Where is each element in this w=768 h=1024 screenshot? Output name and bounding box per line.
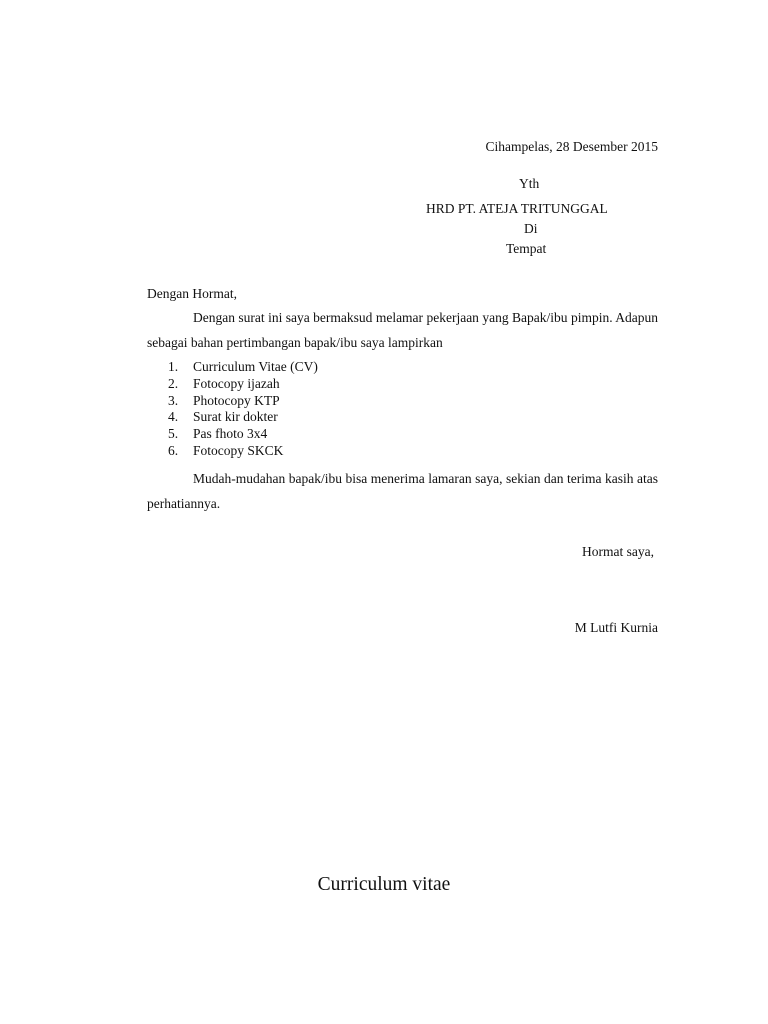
list-item <box>147 409 318 426</box>
list-item-text: Fotocopy ijazah <box>193 375 280 391</box>
opening-paragraph: Dengan surat ini saya bermaksud melamar pekerjaan yang Bapak/ibu pimpin. Adapun sebagai bahan pertimbangan bapak/ibu saya lampirkan <box>147 310 658 350</box>
closing-paragraph: Mudah-mudahan bapak/ibu bisa menerima lamaran saya, sekian dan terima kasih atas perhatiannya. <box>147 471 658 511</box>
list-item-number: 1. <box>168 359 179 374</box>
addressee-yth: Yth <box>519 176 540 191</box>
place-date: Cihampelas, 28 Desember 2015 <box>485 139 658 154</box>
list-item-number: 4. <box>168 409 179 425</box>
list-item-number: 3. <box>168 392 179 408</box>
list-item-number: 5. <box>168 426 179 442</box>
closing-phrase: Hormat saya, <box>582 544 654 559</box>
list-item-text: Curriculum Vitae (CV) <box>193 359 318 374</box>
list-item <box>147 443 318 460</box>
list-item-text: Pas fhoto 3x4 <box>193 426 268 442</box>
salutation: Dengan Hormat, <box>147 286 237 301</box>
list-item-text: Fotocopy SKCK <box>193 442 284 458</box>
cv-heading: Curriculum vitae <box>317 874 451 895</box>
list-item <box>147 426 318 443</box>
addressee-recipient: HRD PT. ATEJA TRITUNGGAL <box>426 201 608 216</box>
list-item-text: Photocopy KTP <box>193 392 280 408</box>
list-item <box>147 376 318 393</box>
attachment-list <box>147 359 318 460</box>
list-item <box>147 393 318 410</box>
signer-name: M Lutfi Kurnia <box>574 620 658 635</box>
list-item-text: Surat kir dokter <box>193 409 278 425</box>
addressee-di: Di <box>524 221 538 236</box>
list-item-number: 6. <box>168 442 179 458</box>
list-item-number: 2. <box>168 375 179 391</box>
addressee-tempat: Tempat <box>506 241 547 256</box>
list-item <box>147 359 318 376</box>
